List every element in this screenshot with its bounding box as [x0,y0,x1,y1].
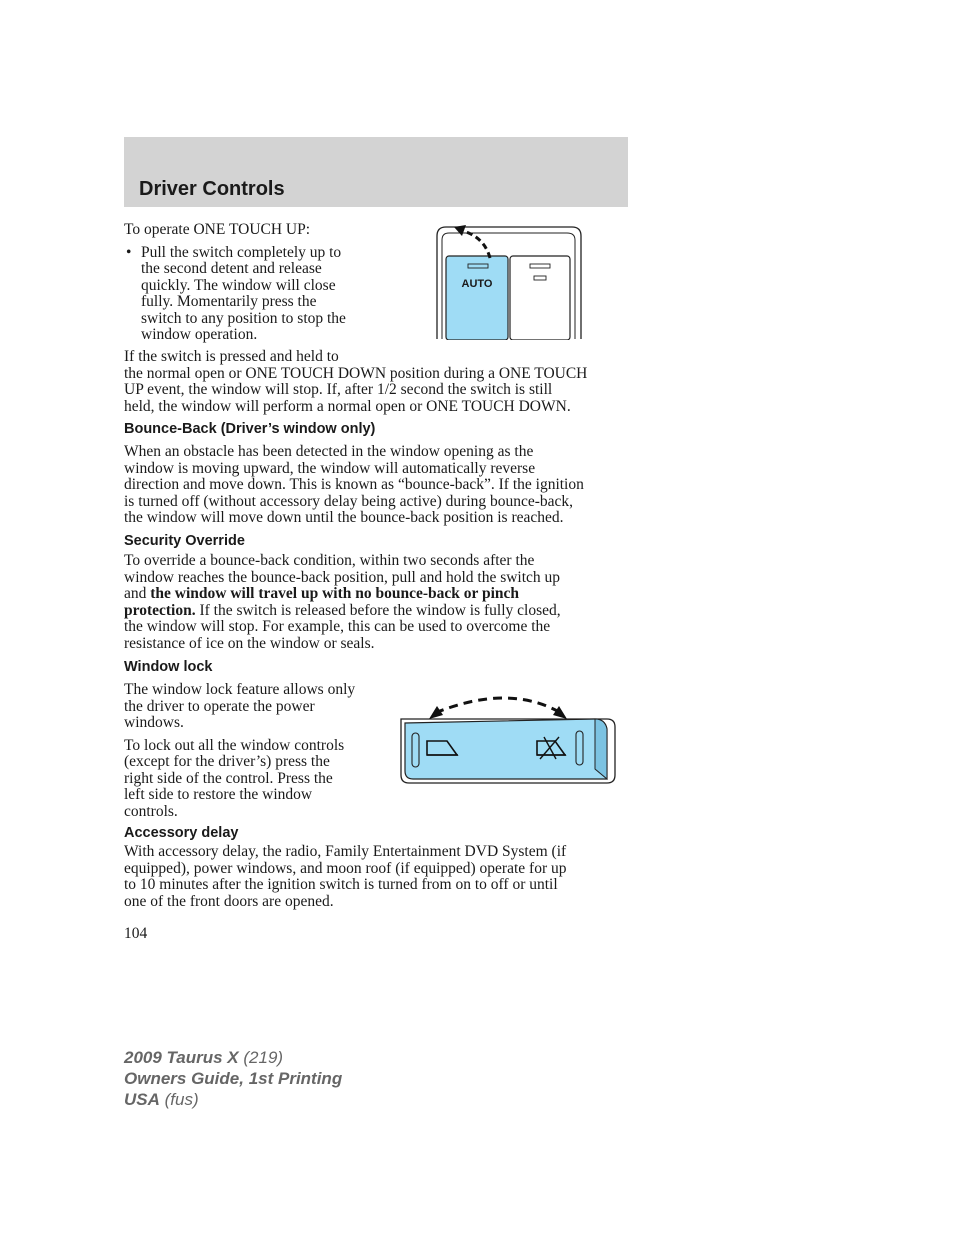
auto-switch-button [446,256,508,340]
paragraph-line: the window will stop. For example, this can be used to overcome the [124,618,551,635]
paragraph-line: UP event, the window will stop. If, after 1/2 second the switch is still [124,381,553,398]
bold-text: the window will travel up with no bounce-back or pinch [150,585,520,602]
one-touch-up-bullet [124,245,384,344]
paragraph-line [124,586,629,603]
paragraph-line: To override a bounce-back condition, within two seconds after the [124,552,535,569]
paragraph-line: If the switch is pressed and held to [124,348,339,365]
security-override-paragraph [124,553,629,652]
plain-text: If the switch is released before the window is fully closed, [195,601,561,619]
section-title: Driver Controls [139,178,285,200]
footer-market: USA [124,1090,160,1109]
paragraph-line: window reaches the bounce-back position, pull and hold the switch up [124,568,561,586]
bullet-line: switch to any position to stop the [141,309,346,327]
footer-market-code: (fus) [159,1090,199,1109]
one-touch-up-intro: To operate ONE TOUCH UP: [124,221,311,238]
footer-edition: Owners Guide, 1st Printing [124,1069,343,1088]
document-footer [124,1047,342,1110]
footer-code: (219) [238,1048,284,1067]
page-number: 104 [124,925,148,942]
arrow-head-icon [429,706,443,719]
bold-text: protection. [124,601,196,619]
paragraph-line: is turned off (without accessory delay being active) during bounce-back, [124,492,574,510]
arrow-head-icon [553,706,567,719]
paragraph-line: controls. [124,802,178,820]
window-lock-rocker [405,719,607,779]
window-lock-illustration [399,689,619,785]
paragraph-line: When an obstacle has been detected in the window opening as the [124,443,534,460]
plain-text: and [124,585,151,602]
paragraph-line: direction and move down. This is known as “bounce-back”. If the ignition [124,476,584,493]
paragraph-line: windows. [124,714,184,731]
paragraph-line: right side of the control. Press the [124,769,333,787]
bullet-line: the second detent and release [141,260,322,277]
paragraph-line: To lock out all the window controls [124,736,345,754]
one-touch-up-paragraph [124,349,629,415]
auto-label: AUTO [461,278,493,290]
security-override-heading: Security Override [124,533,245,549]
paragraph-line: The window lock feature allows only [124,681,356,698]
accessory-delay-paragraph [124,844,629,910]
footer-model: 2009 Taurus X [124,1048,239,1067]
bullet-line: quickly. The window will close [141,276,336,294]
paragraph-line: (except for the driver’s) press the [124,753,330,770]
window-lock-heading: Window lock [124,659,213,675]
accessory-delay-heading: Accessory delay [124,825,239,841]
footer-line [124,1089,342,1110]
footer-line [124,1068,342,1089]
bounce-back-paragraph [124,444,629,527]
paragraph-line: With accessory delay, the radio, Family Entertainment DVD System (if [124,843,567,860]
press-arc-arrow [435,698,561,713]
window-lock-text [124,682,384,820]
paragraph-line: the driver to operate the power [124,697,315,715]
paragraph-line: to 10 minutes after the ignition switch is turned from on to off or until [124,876,558,893]
paragraph-line: equipped), power windows, and moon roof (if equipped) operate for up [124,859,567,877]
paragraph-line: the window will move down until the bounce-back position is reached. [124,509,564,526]
one-touch-up-text [124,222,384,344]
paragraph-line: window is moving upward, the window will automatically reverse [124,459,536,477]
paragraph-line [124,603,629,620]
bounce-back-heading: Bounce-Back (Driver’s window only) [124,421,376,437]
passenger-switch-button [510,256,570,340]
bullet-line: Pull the switch completely up to [141,243,342,261]
pull-up-arrow [460,230,490,258]
paragraph-line: held, the window will perform a normal open or ONE TOUCH DOWN. [124,397,571,415]
footer-line [124,1047,342,1068]
paragraph-line: left side to restore the window [124,786,313,803]
bullet-glyph: • [126,243,132,261]
paragraph-line: resistance of ice on the window or seals. [124,634,375,652]
paragraph-line: one of the front doors are opened. [124,892,334,910]
section-header-band [124,137,628,207]
bullet-line: fully. Momentarily press the [141,293,317,310]
paragraph-line: the normal open or ONE TOUCH DOWN position during a ONE TOUCH [124,364,588,382]
bullet-line: window operation. [141,326,258,343]
window-switch-illustration [432,224,584,340]
